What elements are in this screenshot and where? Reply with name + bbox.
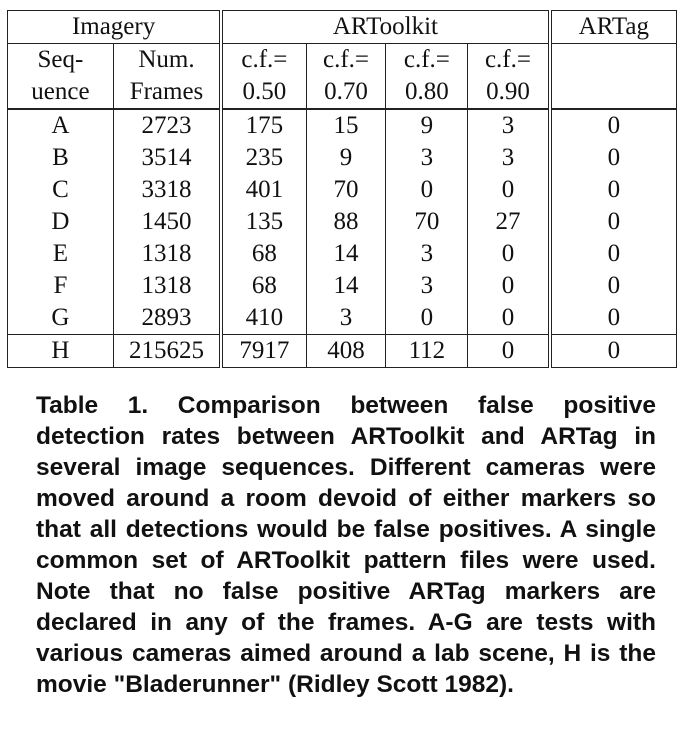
col-header: Num.: [113, 44, 221, 77]
table-cell: 0: [550, 335, 677, 368]
table-row: [8, 270, 677, 302]
table-cell: E: [8, 238, 114, 270]
table-row: [8, 335, 677, 368]
table-cell: 0: [550, 206, 677, 238]
table-body: [8, 109, 677, 368]
table-row: [8, 238, 677, 270]
table-cell: 408: [306, 335, 386, 368]
table-cell: 3: [306, 302, 386, 335]
table-cell: 135: [221, 206, 306, 238]
col-header: Frames: [113, 76, 221, 109]
table-cell: 14: [306, 238, 386, 270]
table-cell: 235: [221, 142, 306, 174]
table-cell: 0: [550, 142, 677, 174]
table-cell: 410: [221, 302, 306, 335]
table-cell: 112: [386, 335, 468, 368]
col-header: 0.50: [221, 76, 306, 109]
table-cell: 0: [550, 109, 677, 142]
table-cell: 2723: [113, 109, 221, 142]
table-cell: 88: [306, 206, 386, 238]
col-header: c.f.=: [386, 44, 468, 77]
table-row: [8, 142, 677, 174]
col-header: Seq-: [8, 44, 114, 77]
col-header: c.f.=: [221, 44, 306, 77]
table-cell: 3: [386, 270, 468, 302]
table-cell: 70: [306, 174, 386, 206]
table-cell: 27: [468, 206, 550, 238]
table-cell: 3: [386, 142, 468, 174]
table-cell: 0: [550, 238, 677, 270]
table-cell: 3: [468, 109, 550, 142]
column-header-row-2: [8, 76, 677, 109]
table-cell: 0: [468, 238, 550, 270]
table-cell: 1318: [113, 270, 221, 302]
table-cell: 0: [468, 302, 550, 335]
col-header: 0.90: [468, 76, 550, 109]
col-header: 0.70: [306, 76, 386, 109]
table-cell: 9: [306, 142, 386, 174]
table-cell: 175: [221, 109, 306, 142]
table-cell: 70: [386, 206, 468, 238]
table-row: [8, 206, 677, 238]
group-header-artag: ARTag: [550, 11, 677, 44]
table-cell: 3: [386, 238, 468, 270]
table-cell: 3: [468, 142, 550, 174]
table-cell: 14: [306, 270, 386, 302]
table-cell: 1450: [113, 206, 221, 238]
table-cell: C: [8, 174, 114, 206]
table-cell: 0: [386, 174, 468, 206]
table-cell: 1318: [113, 238, 221, 270]
table-cell: 0: [468, 335, 550, 368]
table-row: [8, 174, 677, 206]
caption-text: Table 1. Comparison between false positive detection rates between ARToolkit and ARTag in several image sequences. Different cameras were moved around a room devoid of either markers so that all detections would be false positives. A single common set of ARToolkit pattern files were used. Note that no false positive ARTag markers are declared in any of the frames. A-G are tests with various cameras aimed around a lab scene, H is the movie "Bladerunner" (Ridley Scott 1982).: [36, 392, 656, 698]
table-cell: F: [8, 270, 114, 302]
table-cell: 2893: [113, 302, 221, 335]
table-cell: 15: [306, 109, 386, 142]
table-row: [8, 109, 677, 142]
column-header-row-1: [8, 44, 677, 77]
table-cell: 0: [550, 302, 677, 335]
col-header: 0.80: [386, 76, 468, 109]
table-cell: 3514: [113, 142, 221, 174]
group-header-row: [8, 11, 677, 44]
table-cell: 0: [468, 270, 550, 302]
table-cell: 215625: [113, 335, 221, 368]
table-cell: 7917: [221, 335, 306, 368]
table-cell: 9: [386, 109, 468, 142]
table-cell: 68: [221, 270, 306, 302]
table-cell: B: [8, 142, 114, 174]
col-header: [550, 76, 677, 109]
table-cell: H: [8, 335, 114, 368]
table-row: [8, 302, 677, 335]
group-header-artoolkit: ARToolkit: [221, 11, 549, 44]
table-cell: 3318: [113, 174, 221, 206]
table-caption: [36, 390, 656, 700]
group-header-imagery: Imagery: [8, 11, 222, 44]
table-cell: D: [8, 206, 114, 238]
table-cell: 401: [221, 174, 306, 206]
results-table: [7, 10, 677, 368]
col-header: c.f.=: [306, 44, 386, 77]
results-table-container: [7, 10, 677, 368]
table-cell: 0: [468, 174, 550, 206]
col-header: [550, 44, 677, 77]
table-cell: A: [8, 109, 114, 142]
col-header: c.f.=: [468, 44, 550, 77]
table-cell: G: [8, 302, 114, 335]
col-header: uence: [8, 76, 114, 109]
table-cell: 0: [550, 174, 677, 206]
table-cell: 0: [550, 270, 677, 302]
table-cell: 68: [221, 238, 306, 270]
table-cell: 0: [386, 302, 468, 335]
